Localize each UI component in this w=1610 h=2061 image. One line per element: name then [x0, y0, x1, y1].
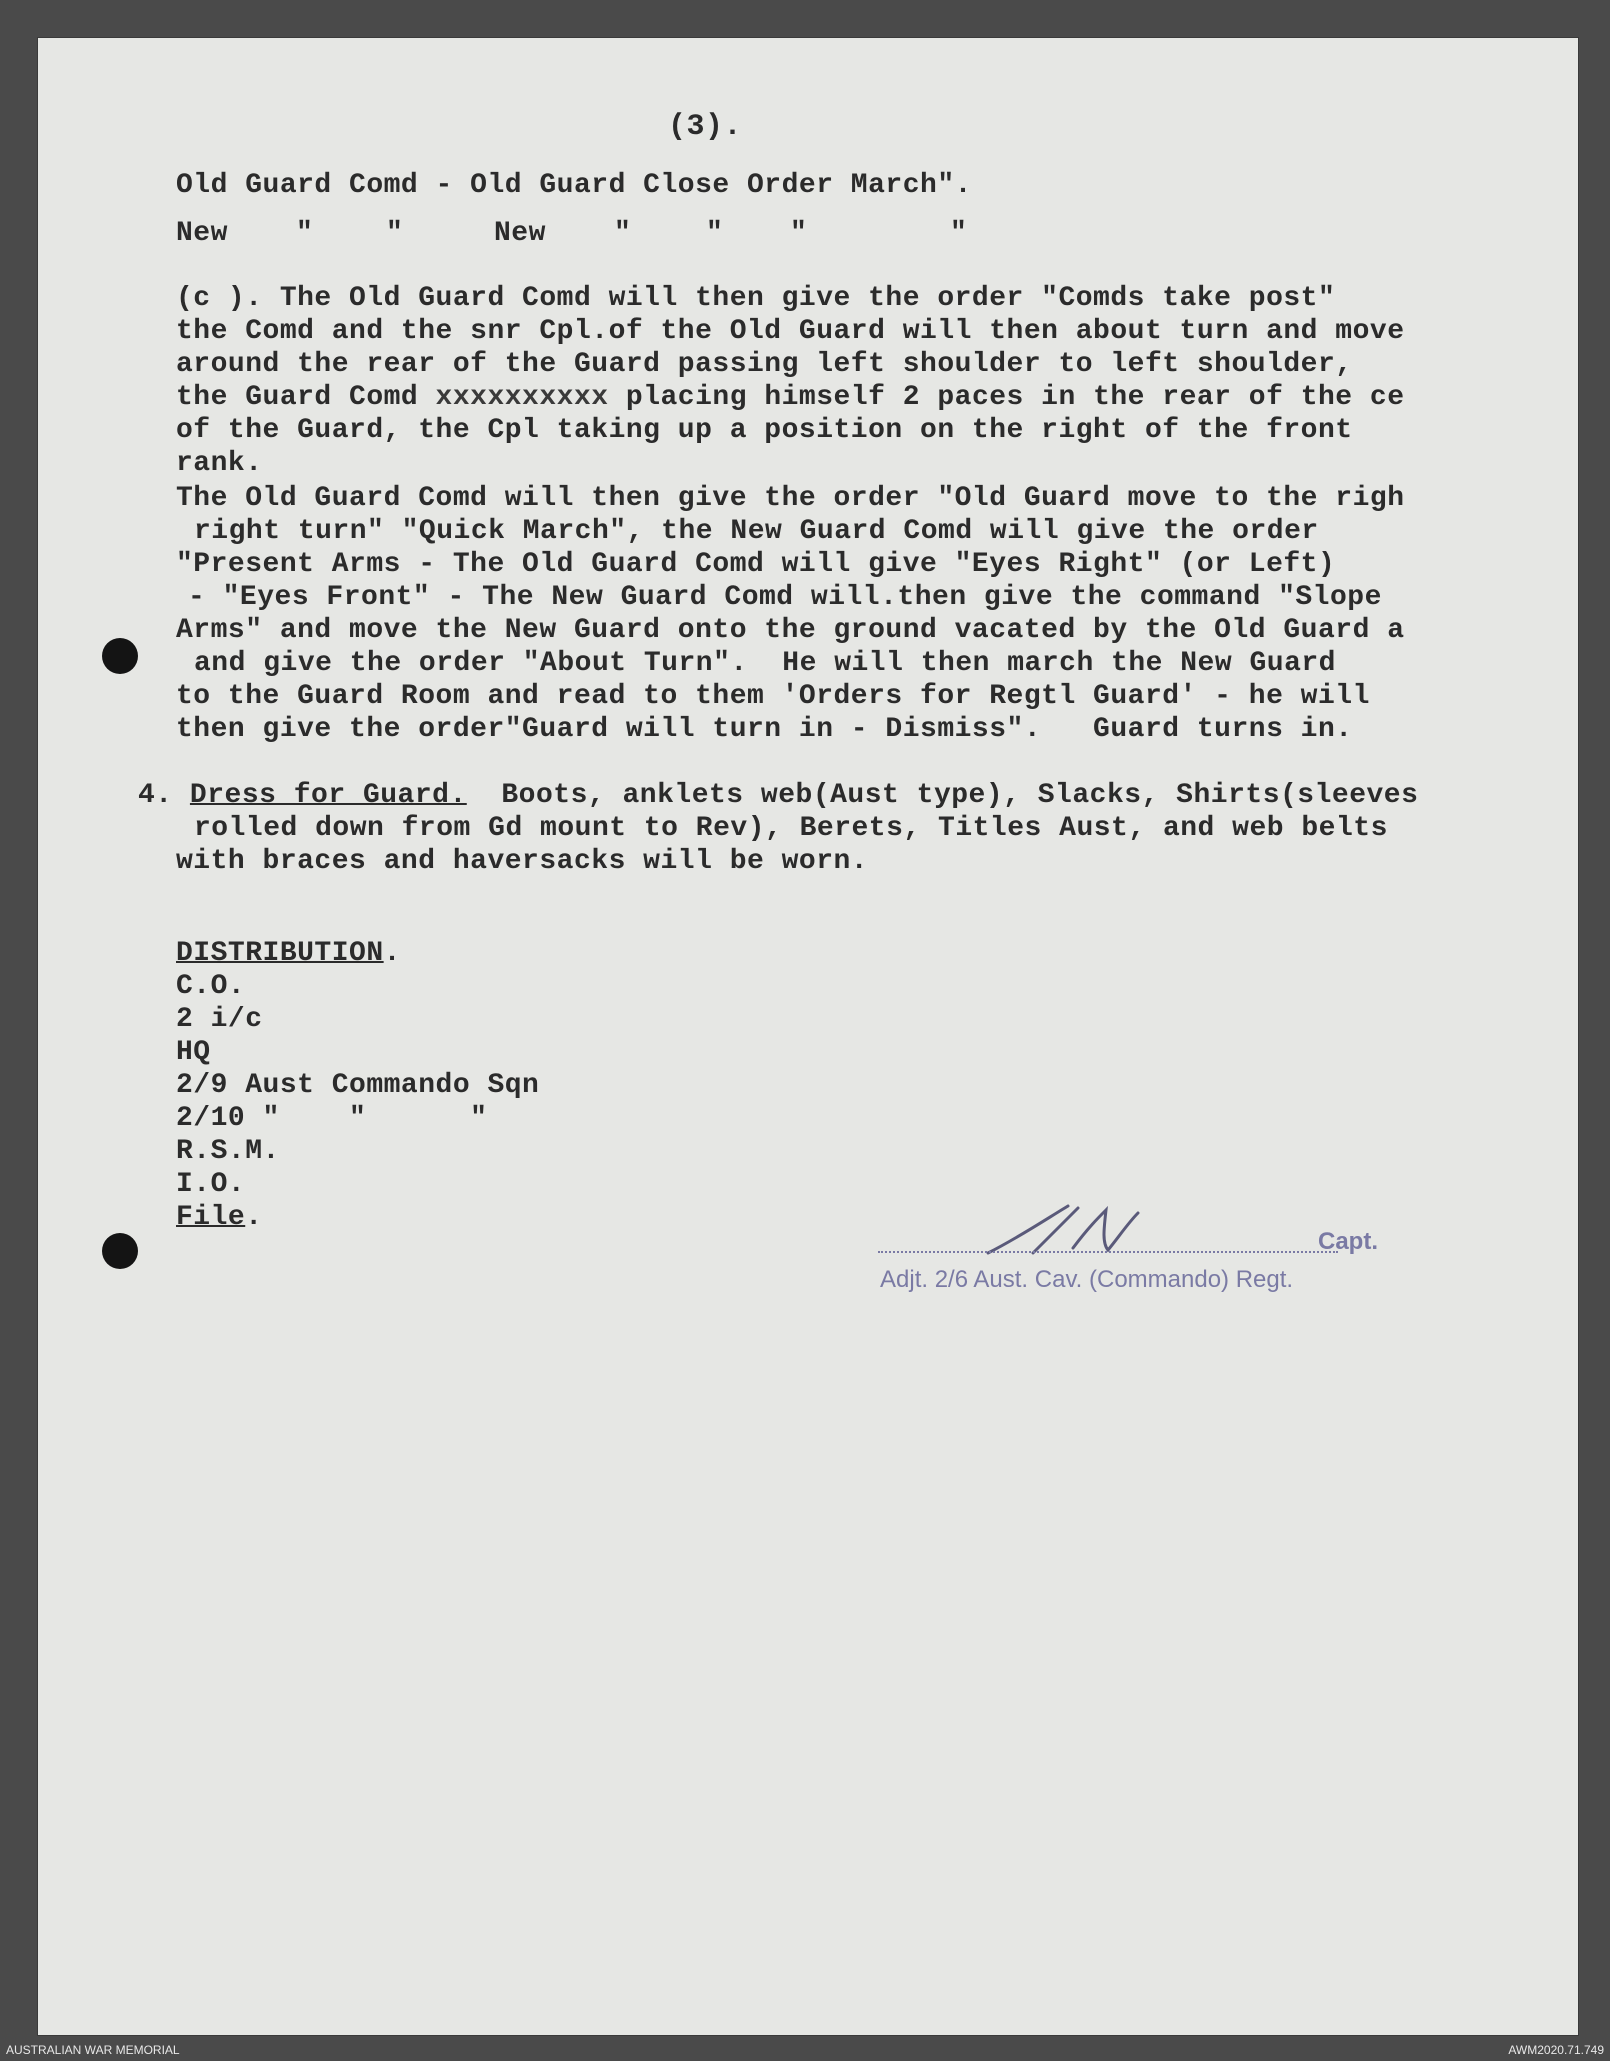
text-line: "Present Arms - The Old Guard Comd will give "Eyes Right" (or Left)	[176, 549, 1336, 580]
signature-line	[878, 1251, 1338, 1253]
list-item: 2 i/c	[176, 1004, 263, 1035]
text-line: The Old Guard Comd will then give the order "Old Guard move to the righ	[176, 483, 1405, 514]
text-line	[176, 382, 1405, 413]
footer-archive-name: AUSTRALIAN WAR MEMORIAL	[6, 2043, 180, 2057]
text-line	[138, 780, 1418, 811]
text-line: (c ). The Old Guard Comd will then give the order "Comds take post"	[176, 283, 1336, 314]
list-item: C.O.	[176, 971, 246, 1002]
ditto-mark: "	[614, 218, 632, 249]
ditto-mark: "	[790, 218, 808, 249]
text-line: and give the order "About Turn". He will then march the New Guard	[194, 648, 1336, 679]
text-line: - "Eyes Front" - The New Guard Comd will.then give the command "Slope	[188, 582, 1382, 613]
file-dot: .	[245, 1202, 263, 1233]
document-page	[38, 38, 1578, 2035]
text-line: around the rear of the Guard passing left shoulder to left shoulder,	[176, 349, 1353, 380]
paragraph-c	[38, 283, 1578, 968]
text-line: right turn" "Quick March", the New Guard Comd will give the order	[194, 516, 1319, 547]
struck-out-text: xxxxxxxxxx	[435, 382, 609, 413]
list-item: R.S.M.	[176, 1136, 280, 1167]
handwritten-signature	[978, 1198, 1178, 1268]
text-line: rank.	[176, 448, 263, 479]
appointment-stamp: Adjt. 2/6 Aust. Cav. (Commando) Regt.	[880, 1266, 1294, 1293]
file-text: File	[176, 1202, 246, 1233]
text-fragment: Boots, anklets web(Aust type), Slacks, Shirts(sleeves	[466, 780, 1419, 811]
list-item	[176, 1202, 263, 1233]
list-item: I.O.	[176, 1169, 246, 1200]
typed-text	[38, 38, 1578, 1712]
opening-line-new: New	[494, 218, 546, 249]
text-fragment: the Guard Comd	[176, 382, 436, 413]
ditto-mark: "	[386, 218, 404, 249]
distribution-heading	[176, 938, 401, 969]
paragraph-number: 4.	[138, 780, 173, 811]
ditto-mark: "	[706, 218, 724, 249]
list-item: HQ	[176, 1037, 211, 1068]
footer-accession-number: AWM2020.71.749	[1508, 2043, 1604, 2057]
section-heading: Dress for Guard.	[189, 780, 467, 811]
heading-text: DISTRIBUTION	[176, 938, 384, 969]
list-item: 2/10 " " "	[176, 1103, 488, 1134]
ditto-mark: "	[950, 218, 968, 249]
text-line: then give the order"Guard will turn in - Dismiss". Guard turns in.	[176, 714, 1353, 745]
text-line: of the Guard, the Cpl taking up a position on the right of the front	[176, 415, 1353, 446]
text-line: the Comd and the snr Cpl.of the Old Guard will then about turn and move	[176, 316, 1405, 347]
rank-stamp: Capt.	[1318, 1228, 1378, 1255]
page-number: (3).	[668, 110, 743, 144]
text-line: with braces and haversacks will be worn.	[176, 846, 869, 877]
heading-dot: .	[383, 938, 401, 969]
text-line: rolled down from Gd mount to Rev), Berets, Titles Aust, and web belts	[194, 813, 1388, 844]
ditto-mark: "	[296, 218, 314, 249]
text-fragment: placing himself 2 paces in the rear of the ce	[625, 382, 1405, 413]
list-item: 2/9 Aust Commando Sqn	[176, 1070, 540, 1101]
opening-line-new: New	[176, 218, 228, 249]
text-line: Arms" and move the New Guard onto the ground vacated by the Old Guard a	[176, 615, 1405, 646]
opening-line: Old Guard Comd - Old Guard Close Order March".	[176, 170, 972, 201]
text-line: to the Guard Room and read to them 'Orders for Regtl Guard' - he will	[176, 681, 1370, 712]
